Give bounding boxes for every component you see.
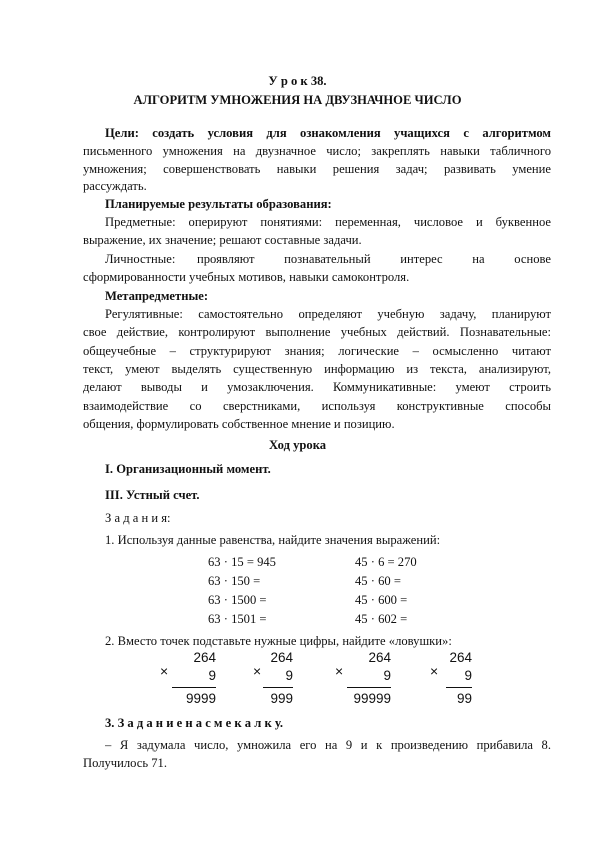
meta-line-2: свое действие, контролируют выполнение учебных действий. Познавательные: [83,325,551,339]
column-top: 264 [449,650,472,665]
equation-right-2: 45 · 60 = [355,574,401,588]
meta-heading: Метапредметные: [105,289,209,303]
personal-text: проявляют познавательный интерес на основе [197,252,551,266]
goals-text: создать условия для ознакомления учащихся с алгоритмом [152,126,551,140]
equation-left-4: 63 · 1501 = [208,612,267,626]
goals-line-3: умножения; совершенствовать навыки решения задач; развивать умение [83,162,551,176]
column-multiplication-2 [253,650,293,710]
goals-line-1 [105,125,551,141]
multiply-sign: × [335,663,344,679]
column-multiplier: 9 [208,668,216,683]
section-org: I. Организационный момент. [105,462,271,476]
column-multiplier: 9 [383,668,391,683]
course-heading: Ход урока [268,438,327,452]
results-heading: Планируемые результаты образования: [105,197,332,211]
column-top: 264 [193,650,216,665]
tasks-label: З а д а н и я: [105,511,171,525]
lesson-number: У р о к 38. [268,74,327,88]
section-oral: III. Устный счет. [105,488,200,502]
personal-label: Личностные: [105,252,176,266]
task-3: 3. З а д а н и е н а с м е к а л к у. [105,716,284,730]
goals-label: Цели: [105,126,139,140]
column-top: 264 [270,650,293,665]
subject-line-1 [105,214,551,230]
multiply-sign: × [160,663,169,679]
equation-left-3: 63 · 1500 = [208,593,267,607]
subject-line-2: выражение, их значение; решают составные задачи. [83,233,362,247]
personal-line-1 [105,251,551,267]
meta-line-5: делают выводы и умозаключения. Коммуникативные: умеют строить [83,380,551,394]
equation-right-4: 45 · 602 = [355,612,408,626]
column-result: 99 [456,691,472,706]
multiply-sign: × [253,663,262,679]
column-multiplication-1 [160,650,216,710]
column-result: 9999 [185,691,216,706]
lesson-title: АЛГОРИТМ УМНОЖЕНИЯ НА ДВУЗНАЧНОЕ ЧИСЛО [133,93,462,107]
column-multiplication-3 [335,650,391,710]
meta-line-1: Регулятивные: самостоятельно определяют учебную задачу, планируют [105,307,551,321]
meta-line-3: общеучебные – структурируют знания; логические – осмысленно читают [83,344,551,358]
equation-right-1: 45 · 6 = 270 [355,555,417,569]
subject-label: Предметные: [105,215,176,229]
meta-line-4: текст, умеют выделять существенную информацию из текста, анализируют, [83,362,551,376]
equation-right-3: 45 · 600 = [355,593,408,607]
equation-left-1: 63 · 15 = 945 [208,555,276,569]
goals-line-4: рассуждать. [83,179,147,193]
column-multiplier: 9 [285,668,293,683]
column-rule [347,687,391,688]
meta-line-6: взаимодействие со сверстниками, используя конструктивные способы [83,399,551,413]
column-rule [172,687,216,688]
column-multiplication-4 [430,650,472,710]
meta-line-7: общения, формулировать собственное мнение и позицию. [83,417,395,431]
equation-left-2: 63 · 150 = [208,574,261,588]
column-rule [263,687,293,688]
subject-text: оперируют понятиями: переменная, числовое и буквенное [175,215,551,229]
multiply-sign: × [430,663,439,679]
task-1: 1. Используя данные равенства, найдите значения выражений: [105,533,441,547]
column-result: 99999 [353,691,391,706]
column-rule [446,687,472,688]
column-multiplier: 9 [464,668,472,683]
column-result: 999 [270,691,293,706]
task-3-line-1: – Я задумала число, умножила его на 9 и к произведению прибавила 8. [105,738,551,752]
goals-line-2: письменного умножения на двузначное число; закреплять навыки табличного [83,144,551,158]
task-3-line-2: Получилось 71. [83,756,167,770]
column-top: 264 [368,650,391,665]
personal-line-2: сформированности учебных мотивов, навыки самоконтроля. [83,270,410,284]
task-2: 2. Вместо точек подставьте нужные цифры, найдите «ловушки»: [105,634,452,648]
